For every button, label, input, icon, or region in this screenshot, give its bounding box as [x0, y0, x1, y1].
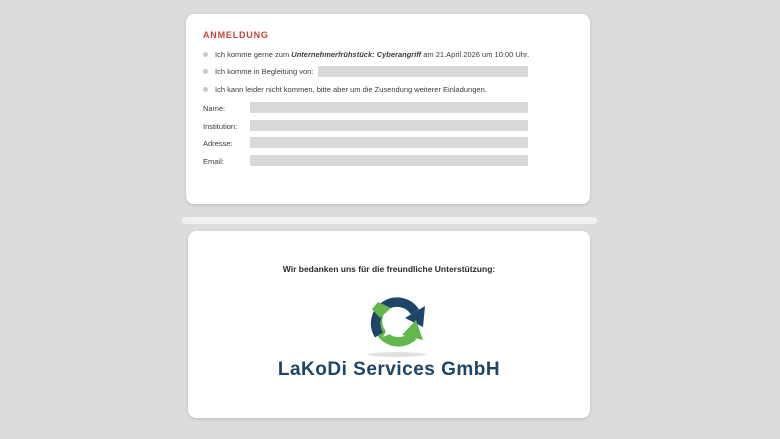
radio-attend[interactable]	[203, 52, 208, 57]
inner-white-arrow	[383, 319, 403, 337]
radio-companion[interactable]	[203, 69, 208, 74]
option-attend-row	[203, 49, 529, 60]
option-attend-text-after: am 21.April 2026 um 10:00 Uhr.	[421, 50, 530, 59]
logo-shadow	[368, 352, 426, 357]
email-input[interactable]	[250, 155, 528, 166]
institution-input[interactable]	[250, 120, 528, 131]
sponsor-company-name: LaKoDi Services GmbH	[277, 359, 501, 380]
name-input[interactable]	[250, 102, 528, 113]
lakodi-logo	[366, 297, 428, 359]
sponsor-thanks-text: Wir bedanken uns für die freundliche Unterstützung:	[282, 264, 496, 274]
circular-arrows-icon	[366, 297, 428, 359]
registration-form-card	[186, 14, 590, 204]
option-attend-event-name: Unternehmerfrühstück: Cyberangriff	[291, 50, 422, 59]
address-input[interactable]	[250, 137, 528, 148]
option-companion-row	[203, 66, 313, 77]
form-title: ANMELDUNG	[203, 30, 269, 40]
option-decline-label: Ich kann leider nicht kommen, bitte aber um die Zusendung weiterer Einladungen.	[215, 85, 487, 94]
name-label: Name:	[203, 104, 226, 113]
option-decline-row	[203, 84, 487, 95]
option-companion-label: Ich komme in Begleitung von:	[215, 67, 314, 76]
radio-decline[interactable]	[203, 87, 208, 92]
institution-label: Institution:	[203, 122, 238, 131]
companion-input[interactable]	[318, 66, 528, 77]
option-attend-label	[215, 50, 529, 59]
sponsor-card	[188, 231, 590, 418]
option-attend-text-before: Ich komme gerne zum	[215, 50, 292, 59]
email-label: Email:	[203, 157, 224, 166]
address-label: Adresse:	[203, 139, 233, 148]
page-separator	[182, 217, 597, 224]
